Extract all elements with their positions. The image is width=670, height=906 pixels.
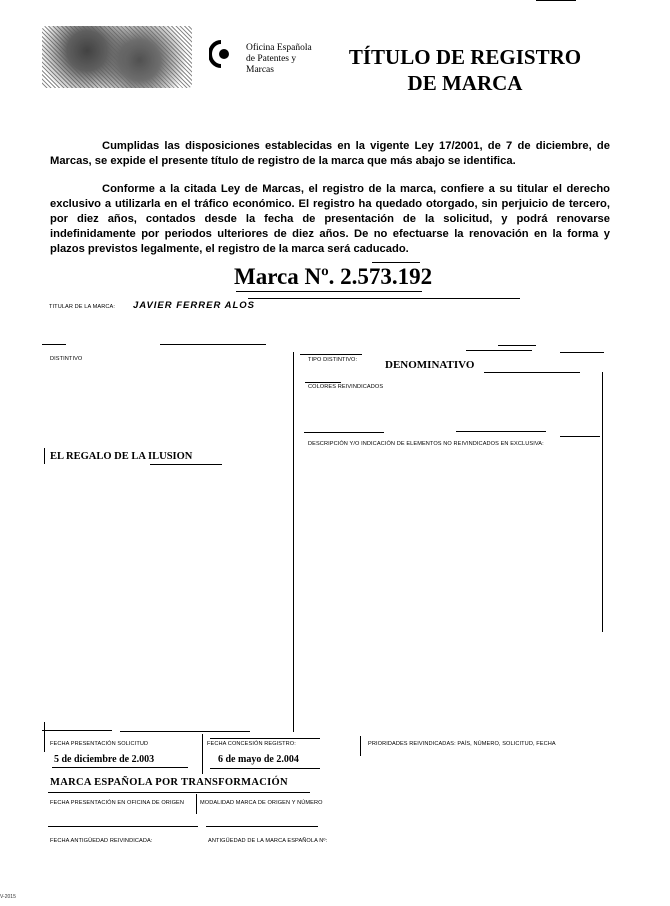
coat-of-arms-seal: [42, 26, 192, 88]
divider: [466, 350, 532, 351]
divider: [210, 738, 320, 739]
vertical-divider: [360, 736, 361, 756]
distintivo-label: DISTINTIVO: [50, 356, 83, 362]
divider: [150, 464, 222, 465]
divider: [48, 826, 198, 827]
divider: [372, 262, 420, 263]
divider: [48, 792, 310, 793]
fecha-origen-label: FECHA PRESENTACIÓN EN OFICINA DE ORIGEN: [50, 800, 185, 806]
divider: [52, 767, 188, 768]
intro-paragraph-1: Cumplidas las disposiciones establecidas en la vigente Ley 17/2001, de 7 de diciembre, de Marcas, se expide el presente título de registro de la marca que más abajo se identifica.: [50, 140, 610, 167]
divider: [42, 344, 66, 345]
prioridades-label: PRIORIDADES REIVINDICADAS: PAÍS, NÚMERO, SOLICITUD, FECHA: [368, 741, 556, 747]
modalidad-label: MODALIDAD MARCA DE ORIGEN Y NÚMERO: [200, 800, 323, 806]
divider: [248, 298, 520, 299]
divider: [304, 432, 384, 433]
divider: [160, 344, 266, 345]
divider: [456, 431, 546, 432]
divider: [300, 354, 362, 355]
mark-number: Marca Nº. 2.573.192: [234, 264, 433, 289]
antiguedad-label: ANTIGÜEDAD DE LA MARCA ESPAÑOLA Nº:: [208, 838, 328, 844]
divider: [560, 352, 604, 353]
tipo-distintivo-value: DENOMINATIVO: [385, 359, 475, 371]
office-name: Oficina Española de Patentes y Marcas: [246, 43, 312, 75]
divider: [206, 826, 318, 827]
holder-label: TITULAR DE LA MARCA:: [49, 304, 116, 310]
intro-paragraph-2: Conforme a la citada Ley de Marcas, el registro de la marca, confiere a su titular el derecho exclusivo a utilizarla en el tráfico económico. El registro ha quedado otorgado, sin perjuicio de tercero, por diez años, contados desde la fecha de presentación de la solicitud, y podrá renovarse indefinidamente por periodos ulteriores de diez años. De no efectuarse la renovación en la forma y plazos previstos legalmente, el registro de la marca será caducado.: [50, 183, 610, 255]
fecha-concesion-value: 6 de mayo de 2.004: [218, 754, 299, 765]
fecha-solicitud-value: 5 de diciembre de 2.003: [54, 754, 155, 765]
fecha-solicitud-label: FECHA PRESENTACIÓN SOLICITUD: [50, 741, 149, 747]
divider: [484, 372, 580, 373]
vertical-divider: [44, 722, 45, 752]
marca-espanola-transformacion: MARCA ESPAÑOLA POR TRANSFORMACIÓN: [50, 777, 288, 788]
document-title: TÍTULO DE REGISTRO DE MARCA: [348, 45, 582, 95]
divider: [42, 730, 112, 731]
vertical-divider: [202, 734, 203, 774]
vertical-divider: [44, 448, 45, 464]
colores-label: COLORES REIVINDICADOS: [308, 384, 384, 390]
fecha-concesion-label: FECHA CONCESIÓN REGISTRO:: [207, 741, 296, 747]
holder-value: JAVIER FERRER ALOS: [133, 300, 255, 311]
divider: [536, 0, 576, 1]
antiguedad-fecha-label: FECHA ANTIGÜEDAD REIVINDICADA:: [50, 838, 153, 844]
divider: [498, 345, 536, 346]
vertical-divider: [293, 352, 294, 732]
oepm-logo-icon: [209, 40, 233, 68]
tipo-distintivo-label: TIPO DISTINTIVO:: [308, 357, 358, 363]
vertical-divider: [196, 794, 197, 814]
divider: [120, 731, 250, 732]
divider: [560, 436, 600, 437]
divider: [305, 382, 341, 383]
divider: [210, 768, 320, 769]
footer-code: V-2015: [0, 894, 16, 900]
distintivo-value: EL REGALO DE LA ILUSION: [50, 451, 193, 462]
vertical-divider: [602, 372, 603, 632]
mark-number-underline: [236, 291, 422, 292]
descripcion-label: DESCRIPCIÓN Y/O INDICACIÓN DE ELEMENTOS NO REIVINDICADOS EN EXCLUSIVA:: [308, 441, 544, 447]
